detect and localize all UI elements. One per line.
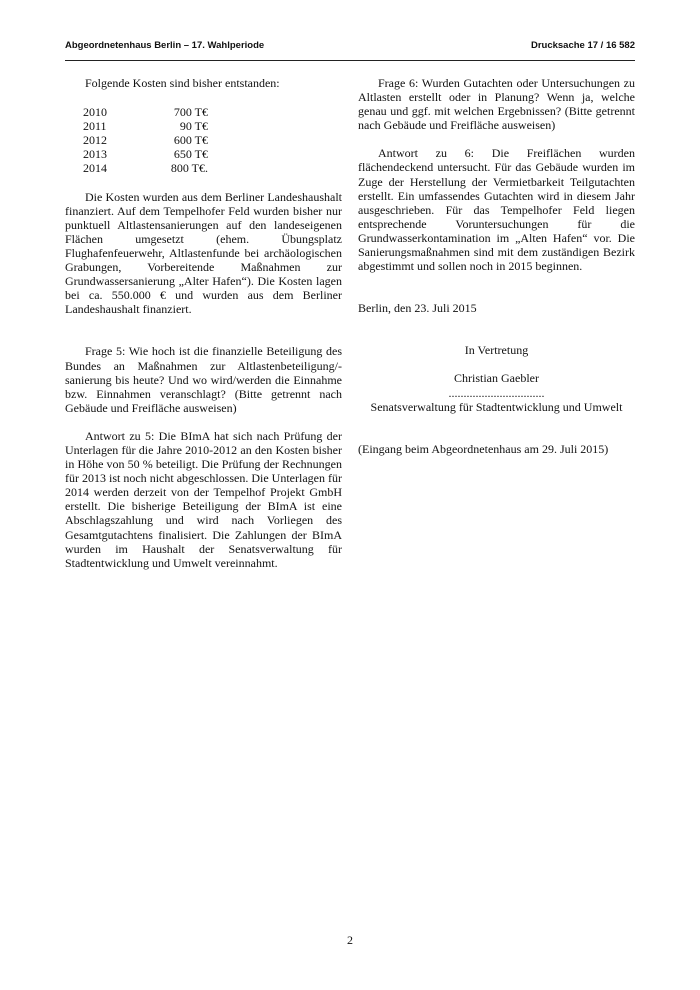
signature-dots: ................................ (448, 385, 545, 400)
place-date: Berlin, den 23. Juli 2015 (358, 301, 477, 316)
cost-value: 800 T€. (170, 161, 208, 176)
answer-5: Antwort zu 5: Die BImA hat sich nach Prüfung der Unterlagen für die Jahre 2010-2012 an den Kosten bisher in Höhe von 50 % beteiligt. Die Prüfung der Rechnungen für 2013 ist noch nicht abgeschlossen. Die Unterlagen für 2014 werden derzeit von der Tempelhof Projekt GmbH erstellt. Die bisherige Beteiligung der BImA ist eine Abschlagszahlung und wird nach Vorliegen des Gesamtgutachtens finalisiert. Die Zahlungen der BImA wurden im Haushalt der Senatsverwaltung für Stadtentwicklung und Umwelt vereinnahmt. (65, 428, 342, 570)
left-column (65, 76, 342, 570)
header-rule (65, 60, 635, 61)
cost-year: 2014 (83, 161, 107, 176)
cost-explanation: Die Kosten wurden aus dem Berliner Landeshaushalt finanziert. Auf dem Tempelhofer Feld wurden bisher nur punktuell Altlastensanierungen auf den landeseigenen Flächen umgesetzt (ehem. Übungsplatz Flughafenfeuerwehr, Altlastenfunde bei archäologischen Grabungen, Vorbereitende Maßnahmen zur Grundwassersanierung „Alter Hafen“). Die Kosten lagen bei ca. 550.000 € und wurden aus dem Berliner Landeshaushalt finanziert. (65, 189, 342, 317)
cost-row (83, 105, 342, 119)
cost-table (83, 105, 342, 175)
right-column (358, 76, 635, 456)
cost-value: 650 T€ (173, 147, 208, 162)
cost-year: 2013 (83, 147, 107, 162)
cost-year: 2012 (83, 133, 107, 148)
signer-name: Christian Gaebler (454, 371, 539, 386)
cost-year: 2010 (83, 105, 107, 120)
cost-value: 90 T€ (179, 119, 208, 134)
page-header (65, 40, 635, 51)
question-5: Frage 5: Wie hoch ist die finanzielle Beteiligung des Bundes an Maßnahmen zur Altlastenbeteiligung/-sanierung bis heute? Und wo wird/werden die Einnahme bzw. Einnahmen veranschlagt? (Bitte getrennt nach Gebäude und Freifläche ausweisen) (65, 344, 342, 415)
cost-row (83, 161, 342, 175)
cost-intro: Folgende Kosten sind bisher entstanden: (85, 76, 280, 90)
cost-year: 2011 (83, 119, 107, 134)
page-number: 2 (347, 933, 353, 947)
in-vertretung: In Vertretung (464, 343, 529, 358)
cost-row (83, 133, 342, 147)
header-left: Abgeordnetenhaus Berlin – 17. Wahlperiode (65, 40, 265, 51)
header-right: Drucksache 17 / 16 582 (530, 40, 635, 51)
cost-value: 700 T€ (173, 105, 208, 120)
receipt-note: (Eingang beim Abgeordnetenhaus am 29. Juli 2015) (358, 441, 609, 456)
cost-row (83, 119, 342, 133)
question-6: Frage 6: Wurden Gutachten oder Untersuchungen zu Altlasten erstellt oder in Planung? Wenn ja, welche genau und ggf. mit welchen Ergebnissen? (Bitte getrennt nach Gebäude und Freifläche ausweisen) (358, 76, 635, 133)
cost-row (83, 147, 342, 161)
cost-value: 600 T€ (173, 133, 208, 148)
authority: Senatsverwaltung für Stadtentwicklung und Umwelt (370, 399, 623, 414)
answer-6: Antwort zu 6: Die Freiflächen wurden flächendeckend untersucht. Für das Gebäude wurden im Zuge der Herstellung der Vermietbarkeit Teilgutachten erstellt. Ein umfassendes Gutachten wird in diesem Jahr ausgeschrieben. Für das Tempelhofer Feld liegen entsprechende Voruntersuchungen für die Grundwasserkontamination im „Alten Hafen“ vor. Die Sanierungsmaßnahmen sind mit dem zuständigen Bezirk abgestimmt und sollen noch in 2015 beginnen. (358, 146, 635, 274)
